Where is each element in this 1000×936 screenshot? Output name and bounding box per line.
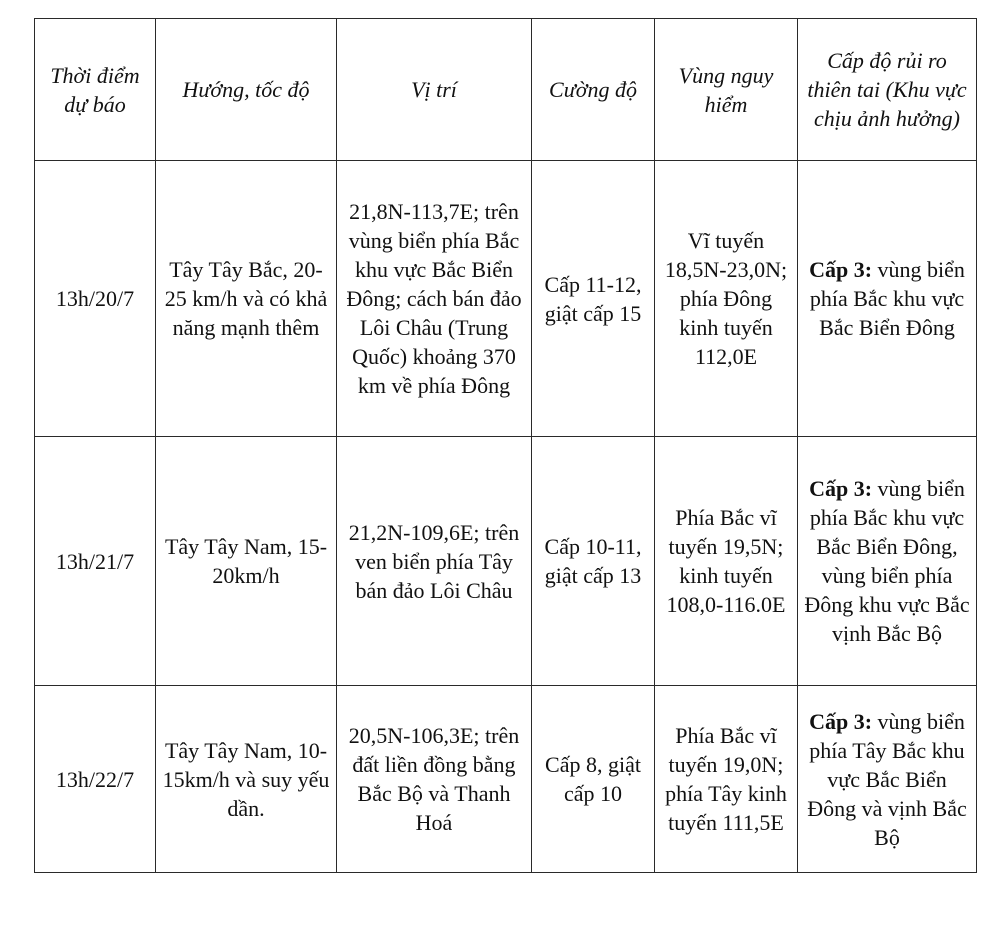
header-direction-speed: Hướng, tốc độ [156, 19, 337, 161]
risk-area: vùng biển phía Bắc khu vực Bắc Biển Đông [809, 257, 965, 340]
cell-position: 21,8N-113,7E; trên vùng biển phía Bắc khu vực Bắc Biển Đông; cách bán đảo Lôi Châu (Trung Quốc) khoảng 370 km về phía Đông [337, 161, 532, 437]
header-position: Vị trí [337, 19, 532, 161]
header-danger-zone: Vùng nguy hiểm [655, 19, 798, 161]
risk-area: vùng biển phía Tây Bắc khu vực Bắc Biển Đông và vịnh Bắc Bộ [807, 708, 967, 850]
header-intensity: Cường độ [532, 19, 655, 161]
cell-time: 13h/21/7 [35, 437, 156, 686]
header-risk-level: Cấp độ rủi ro thiên tai (Khu vực chịu ảnh hưởng) [798, 19, 977, 161]
table-row [35, 686, 977, 873]
cell-direction-speed: Tây Tây Nam, 15-20km/h [156, 437, 337, 686]
risk-level-label: Cấp 3: [809, 708, 873, 734]
table-header-row [35, 19, 977, 161]
header-time: Thời điểm dự báo [35, 19, 156, 161]
cell-position: 21,2N-109,6E; trên ven biển phía Tây bán đảo Lôi Châu [337, 437, 532, 686]
cell-direction-speed: Tây Tây Nam, 10-15km/h và suy yếu dần. [156, 686, 337, 873]
risk-level-label: Cấp 3: [809, 257, 873, 282]
risk-level-label: Cấp 3: [809, 476, 873, 501]
table-row [35, 161, 977, 437]
forecast-table [34, 18, 977, 873]
table-row [35, 437, 977, 686]
cell-intensity: Cấp 8, giật cấp 10 [532, 686, 655, 873]
cell-risk-level [798, 686, 977, 873]
cell-danger-zone: Phía Bắc vĩ tuyến 19,0N; phía Tây kinh tuyến 111,5E [655, 686, 798, 873]
cell-danger-zone: Phía Bắc vĩ tuyến 19,5N; kinh tuyến 108,0-116.0E [655, 437, 798, 686]
cell-time: 13h/20/7 [35, 161, 156, 437]
cell-intensity: Cấp 11-12, giật cấp 15 [532, 161, 655, 437]
cell-position: 20,5N-106,3E; trên đất liền đồng bằng Bắc Bộ và Thanh Hoá [337, 686, 532, 873]
cell-direction-speed: Tây Tây Bắc, 20-25 km/h và có khả năng mạnh thêm [156, 161, 337, 437]
risk-area: vùng biển phía Bắc khu vực Bắc Biển Đông, vùng biển phía Đông khu vực Bắc vịnh Bắc Bộ [804, 476, 970, 646]
cell-intensity: Cấp 10-11, giật cấp 13 [532, 437, 655, 686]
cell-danger-zone: Vĩ tuyến 18,5N-23,0N; phía Đông kinh tuyến 112,0E [655, 161, 798, 437]
cell-risk-level [798, 161, 977, 437]
cell-time: 13h/22/7 [35, 686, 156, 873]
cell-risk-level [798, 437, 977, 686]
